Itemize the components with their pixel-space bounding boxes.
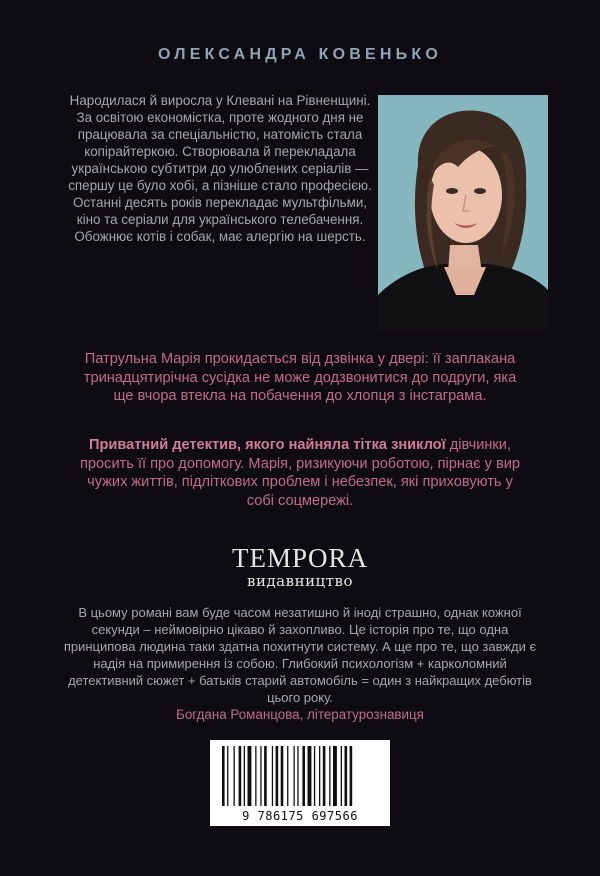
review-quote: В цьому романі вам буде часом незатишно й іноді страшно, однак кожної секунди – неймовірно цікаво й захопливо. Це історія про те, що одна принципова людина таки здатна похитнути систему. А ще про те, що завжди є надія на примирення із собою. Глибокий психологізм + карколомний детективний сюжет + батьків старий автомобіль = один з найкращих дебютів цього року. (63, 605, 537, 705)
synopsis-bold-lead: Приватний детектив, якого найняла тітка зниклої (88, 437, 446, 453)
publisher-name: TEMPORA (231, 543, 368, 573)
synopsis-paragraph-2 (80, 436, 520, 510)
publisher-logo (0, 544, 600, 590)
author-name: ОЛЕКСАНДРА КОВЕНЬКО (158, 46, 442, 63)
synopsis-paragraph-1: Патрульна Марія прокидається від дзвінка у двері: її заплакана тринадцятирічна сусідка не може додзвонитися до подруги, яка ще вчора втекла на побачення до хлопця з інстаграма. (83, 351, 517, 404)
publisher-subtitle: видавництво (247, 572, 353, 590)
synopsis-rest: дівчинки, просить її про допомогу. Марія, ризикуючи роботою, пірнає у вир чужих життів, підліткових проблем і небезпек, які приховують у собі соцмережі. (80, 437, 520, 509)
barcode-bars (210, 740, 390, 810)
isbn-number: 9 786175 697566 (242, 809, 358, 823)
author-bio: Народилася й виросла у Клевані на Рівненщині. За освітою економістка, проте жодного дня не працювала за спеціальністю, натомість стала копірайтеркою. Створювала й перекладала українською субтитри до улюблених серіалів — спершу це було хобі, а пізніше стало професією. Останні десять років перекладає мультфільми, кіно та серіали для українського телебачення. Обожнює котів і собак, має алергію на шерсть. (68, 93, 372, 244)
quote-attribution: Богдана Романцова, літературознавиця (176, 707, 424, 722)
author-photo (378, 95, 548, 330)
barcode (210, 740, 390, 826)
